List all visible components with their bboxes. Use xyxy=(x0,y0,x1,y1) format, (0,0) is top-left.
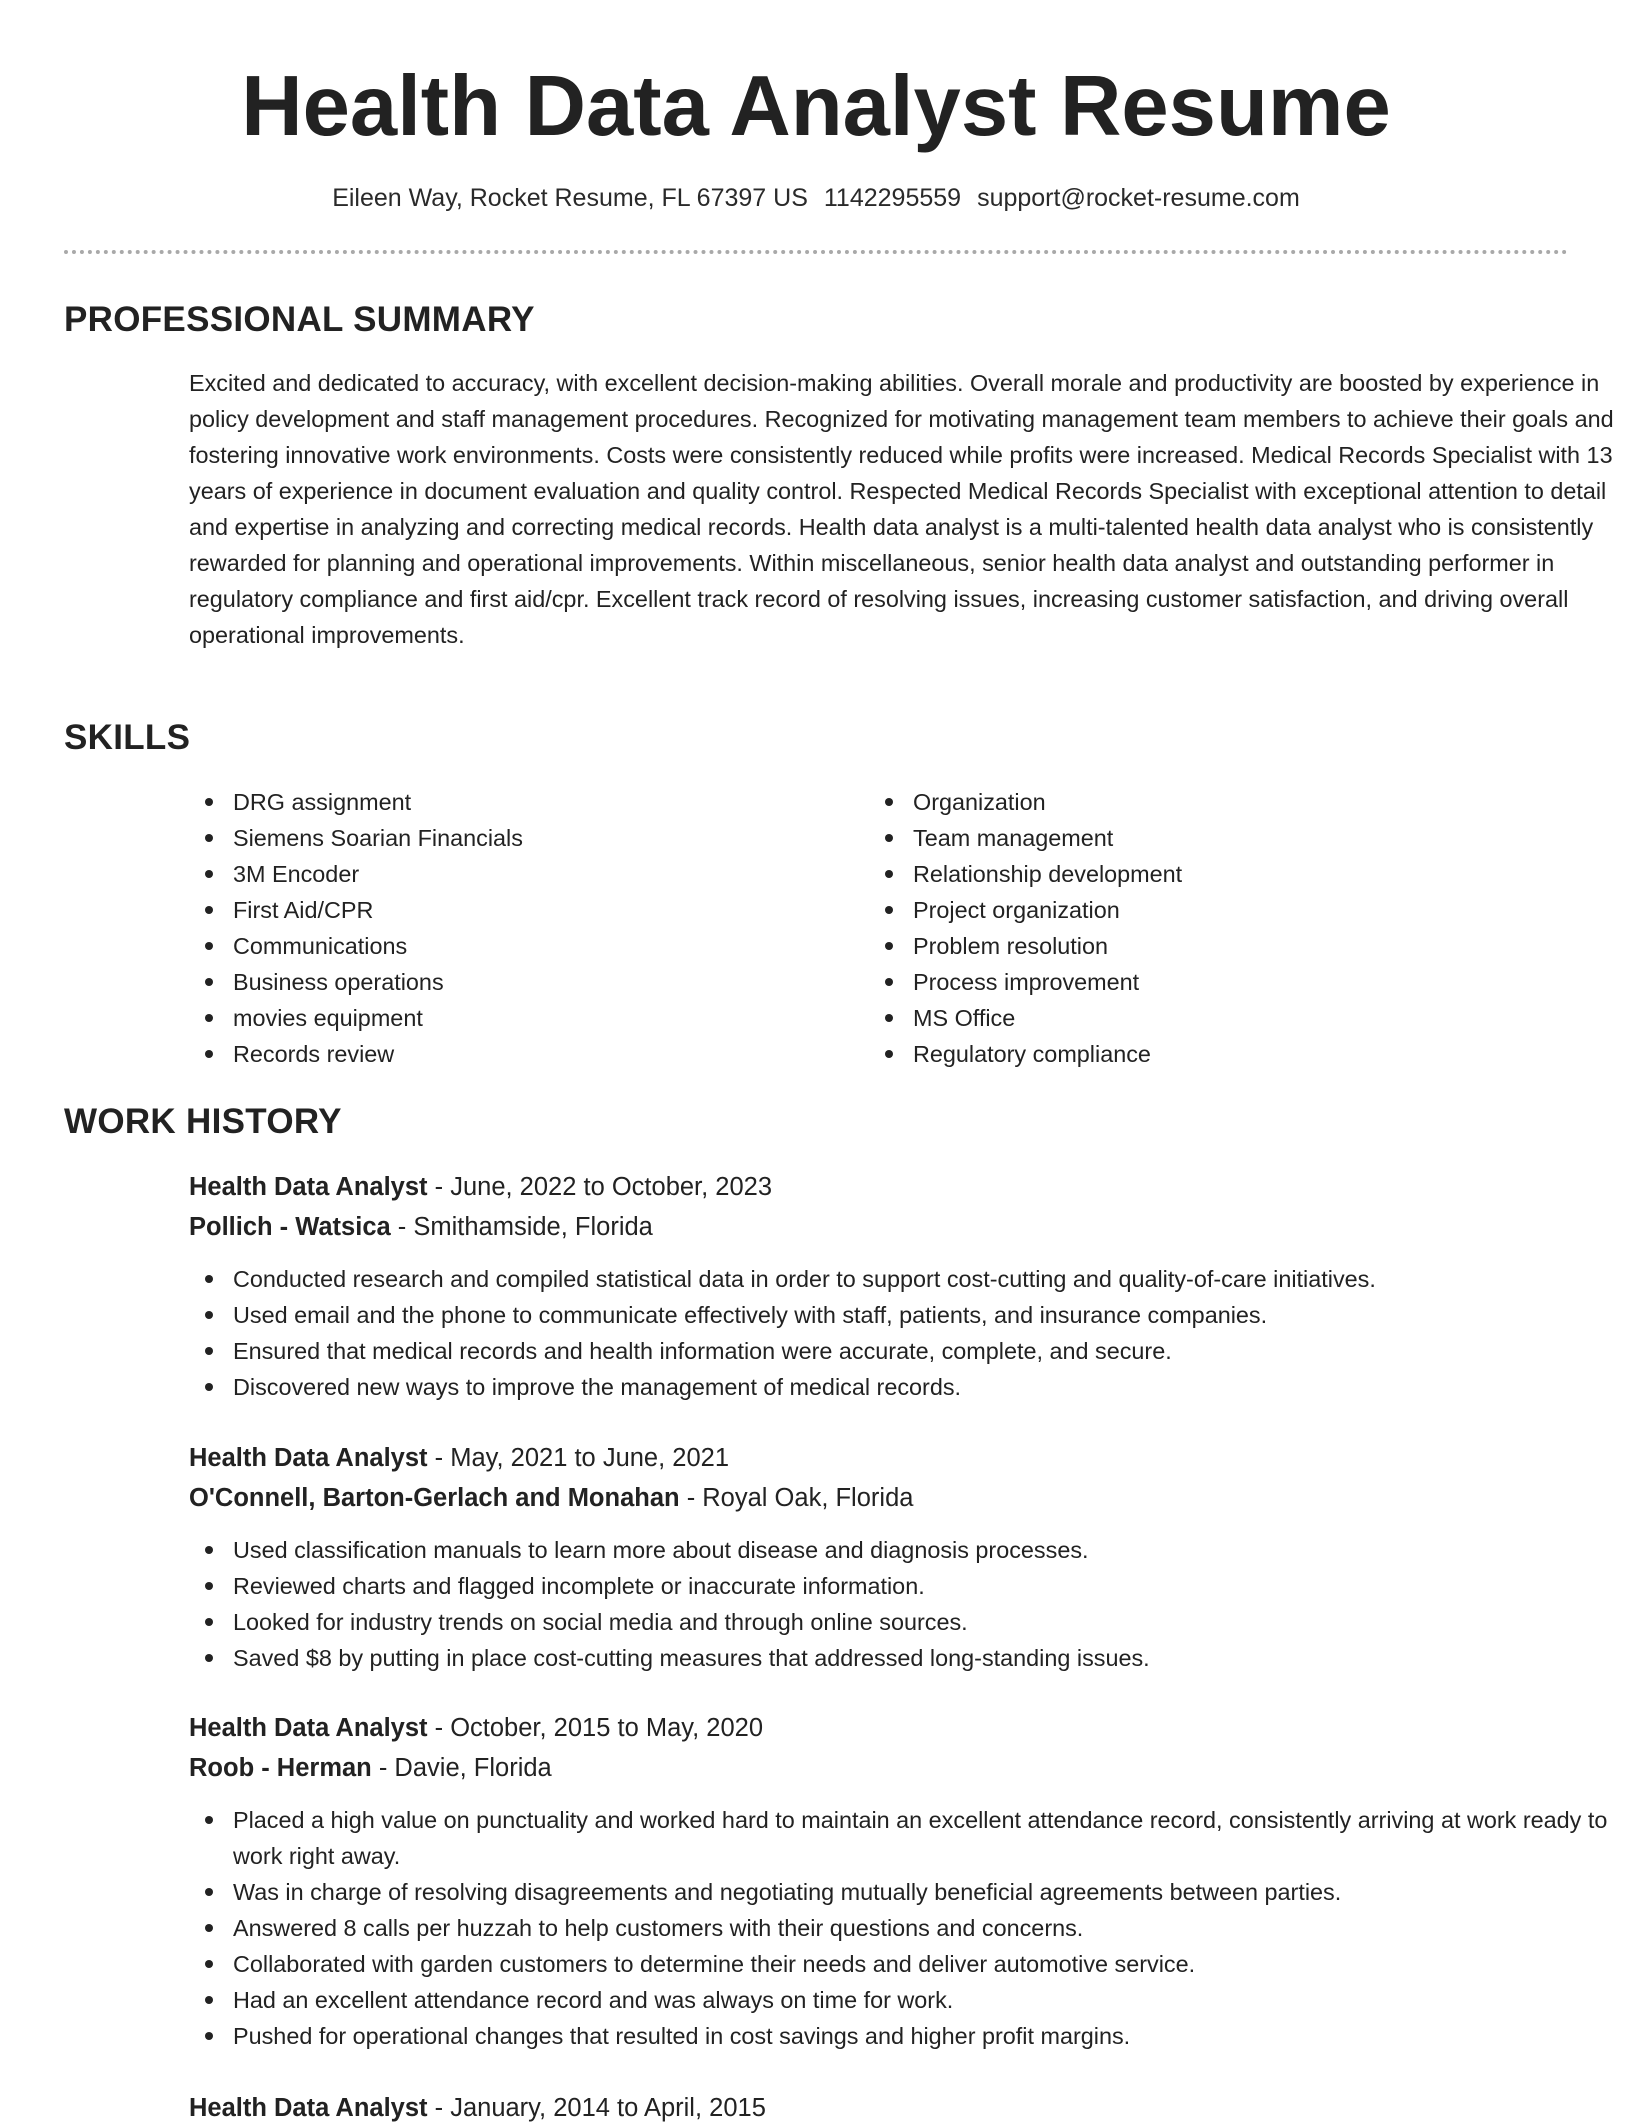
skill-item: Siemens Soarian Financials xyxy=(189,820,849,856)
skill-item: Business operations xyxy=(189,964,849,1000)
job-bullet: Saved $8 by putting in place cost-cutting measures that addressed long-standing issues. xyxy=(189,1640,1629,1676)
skill-item: movies equipment xyxy=(189,1000,849,1036)
skills-list-left xyxy=(189,784,849,1072)
skill-item: First Aid/CPR xyxy=(189,892,849,928)
skill-item: Organization xyxy=(869,784,1529,820)
job-bullet: Pushed for operational changes that resulted in cost savings and higher profit margins. xyxy=(189,2018,1629,2054)
header-divider xyxy=(64,250,1568,254)
job-dates: - May, 2021 to June, 2021 xyxy=(427,1444,730,1472)
job-title-line xyxy=(189,2088,1629,2128)
job-entry xyxy=(189,2088,1629,2128)
skills-list-right xyxy=(869,784,1529,1072)
skill-item: DRG assignment xyxy=(189,784,849,820)
contact-line xyxy=(64,180,1568,216)
job-title-line xyxy=(189,1167,1629,1207)
resume-title: Health Data Analyst Resume xyxy=(241,59,1391,154)
job-title-line xyxy=(189,1708,1629,1748)
skill-item: Communications xyxy=(189,928,849,964)
job-bullet: Discovered new ways to improve the management of medical records. xyxy=(189,1369,1629,1405)
job-entry xyxy=(189,1708,1629,2054)
job-bullets xyxy=(189,1532,1629,1676)
job-bullet: Was in charge of resolving disagreements and negotiating mutually beneficial agreements between parties. xyxy=(189,1874,1629,1910)
contact-email[interactable]: support@rocket-resume.com xyxy=(977,184,1300,212)
job-company-line xyxy=(189,1207,1629,1247)
job-entry xyxy=(189,1167,1629,1405)
job-bullet: Ensured that medical records and health information were accurate, complete, and secure. xyxy=(189,1333,1629,1369)
work-history-heading: WORK HISTORY xyxy=(64,1102,342,1141)
job-location: - Royal Oak, Florida xyxy=(679,1484,914,1512)
job-title: Health Data Analyst xyxy=(189,1444,428,1472)
job-bullets xyxy=(189,1802,1629,2054)
job-dates: - October, 2015 to May, 2020 xyxy=(427,1714,764,1742)
job-dates: - January, 2014 to April, 2015 xyxy=(427,2094,766,2122)
job-company-line xyxy=(189,1478,1629,1518)
job-bullet: Reviewed charts and flagged incomplete or inaccurate information. xyxy=(189,1568,1629,1604)
job-bullet: Conducted research and compiled statistical data in order to support cost-cutting and quality-of-care initiatives. xyxy=(189,1261,1629,1297)
job-bullet: Placed a high value on punctuality and worked hard to maintain an excellent attendance record, consistently arriving at work ready to work right away. xyxy=(189,1802,1629,1874)
skill-item: Records review xyxy=(189,1036,849,1072)
job-bullet: Used classification manuals to learn more about disease and diagnosis processes. xyxy=(189,1532,1629,1568)
job-bullet: Collaborated with garden customers to determine their needs and deliver automotive service. xyxy=(189,1946,1629,1982)
job-bullet: Answered 8 calls per huzzah to help customers with their questions and concerns. xyxy=(189,1910,1629,1946)
skill-item: Relationship development xyxy=(869,856,1529,892)
summary-heading: PROFESSIONAL SUMMARY xyxy=(64,300,535,339)
job-title-line xyxy=(189,1438,1629,1478)
contact-phone: 1142295559 xyxy=(823,184,962,212)
job-company: Pollich - Watsica xyxy=(189,1213,391,1241)
job-entry xyxy=(189,1438,1629,1676)
contact-address: Eileen Way, Rocket Resume, FL 67397 US xyxy=(332,184,808,212)
skill-item: Team management xyxy=(869,820,1529,856)
job-company: Roob - Herman xyxy=(189,1754,372,1782)
skill-item: Regulatory compliance xyxy=(869,1036,1529,1072)
job-bullet: Had an excellent attendance record and was always on time for work. xyxy=(189,1982,1629,2018)
job-location: - Smithamside, Florida xyxy=(390,1213,653,1241)
skill-item: MS Office xyxy=(869,1000,1529,1036)
skill-item: 3M Encoder xyxy=(189,856,849,892)
job-title: Health Data Analyst xyxy=(189,2094,428,2122)
summary-text: Excited and dedicated to accuracy, with excellent decision-making abilities. Overall morale and productivity are boosted by experience in policy development and staff management procedures. Recognized for motivating management team members to achieve their goals and fostering innovative work environments. Costs were consistently reduced while profits were increased. Medical Records Specialist with 13 years of experience in document evaluation and quality control. Respected Medical Records Specialist with exceptional attention to detail and expertise in analyzing and correcting medical records. Health data analyst is a multi-talented health data analyst who is consistently rewarded for planning and operational improvements. Within miscellaneous, senior health data analyst and outstanding performer in regulatory compliance and first aid/cpr. Excellent track record of resolving issues, increasing customer satisfaction, and driving overall operational improvements. xyxy=(189,370,1614,648)
skill-item: Project organization xyxy=(869,892,1529,928)
skill-item: Process improvement xyxy=(869,964,1529,1000)
skill-item: Problem resolution xyxy=(869,928,1529,964)
skills-heading: SKILLS xyxy=(64,718,191,757)
job-bullet: Looked for industry trends on social media and through online sources. xyxy=(189,1604,1629,1640)
job-title: Health Data Analyst xyxy=(189,1714,428,1742)
job-dates: - June, 2022 to October, 2023 xyxy=(427,1173,773,1201)
job-company-line xyxy=(189,1748,1629,1788)
job-title: Health Data Analyst xyxy=(189,1173,428,1201)
job-company: O'Connell, Barton-Gerlach and Monahan xyxy=(189,1484,680,1512)
job-location: - Davie, Florida xyxy=(371,1754,552,1782)
job-bullet: Used email and the phone to communicate effectively with staff, patients, and insurance companies. xyxy=(189,1297,1629,1333)
job-bullets xyxy=(189,1261,1629,1405)
